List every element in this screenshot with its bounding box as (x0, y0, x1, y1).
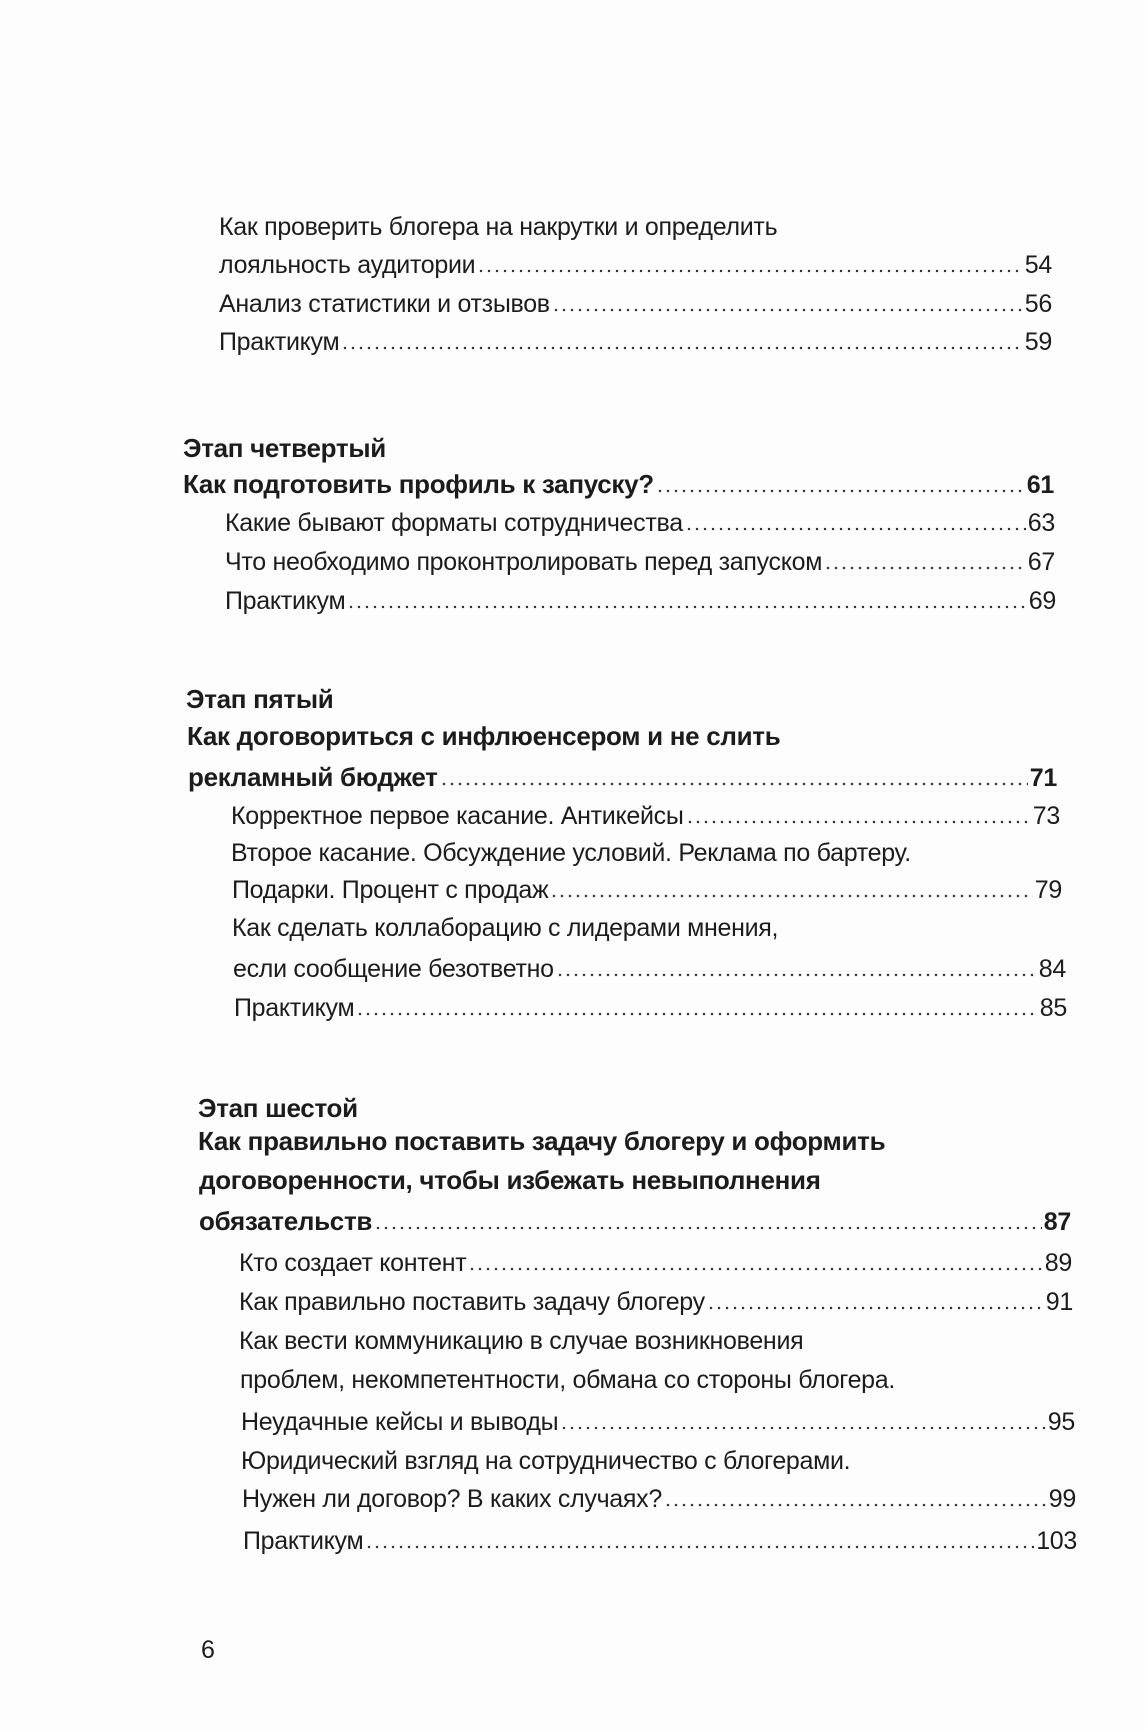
toc-entry: Как вести коммуникацию в случае возникновения (239, 1327, 804, 1355)
toc-entry (219, 327, 1052, 357)
entry-text: Какие бывают форматы сотрудничества (225, 509, 683, 537)
toc-entry (241, 1407, 1075, 1437)
entry-page: 56 (1024, 290, 1052, 318)
entry-text: Кто создает контент (239, 1249, 467, 1277)
dot-leader (560, 1426, 1045, 1430)
dot-leader (347, 605, 1026, 609)
toc-entry (242, 1484, 1076, 1514)
entry-page: 61 (1026, 471, 1054, 499)
toc-entry (219, 250, 1052, 280)
toc-entry (225, 508, 1055, 538)
entry-text: Практикум (219, 328, 340, 356)
dot-leader (356, 1012, 1037, 1016)
dot-leader (685, 527, 1026, 531)
dot-leader (365, 1545, 1034, 1549)
stage-title (188, 762, 1057, 793)
dot-leader (374, 1226, 1042, 1230)
toc-entry: Как сделать коллаборацию с лидерами мнения, (232, 914, 779, 942)
entry-page: 71 (1029, 764, 1057, 792)
entry-text: если сообщение безответно (233, 955, 554, 983)
toc-entry (233, 954, 1066, 984)
toc-entry (239, 1287, 1073, 1317)
stage-label: Этап пятый (186, 684, 334, 714)
toc-entry (225, 586, 1056, 616)
dot-leader (824, 566, 1026, 570)
toc-entry: Второе касание. Обсуждение условий. Реклама по бартеру. (231, 839, 911, 867)
entry-page: 89 (1044, 1249, 1072, 1277)
page-number: 6 (201, 1636, 215, 1664)
entry-text: Корректное первое касание. Антикейсы (231, 802, 684, 830)
entry-text: Как проверить блогера на накрутки и определить (219, 213, 778, 241)
entry-page: 73 (1032, 802, 1060, 830)
entry-page: 69 (1028, 587, 1056, 615)
dot-leader (477, 269, 1022, 273)
entry-page: 91 (1045, 1288, 1073, 1316)
entry-text: Как подготовить профиль к запуску? (183, 469, 654, 499)
entry-page: 99 (1048, 1485, 1076, 1513)
stage-label: Этап четвертый (183, 433, 386, 463)
entry-text: рекламный бюджет (188, 762, 438, 792)
toc-entry (239, 1248, 1072, 1278)
entry-text: Практикум (225, 587, 346, 615)
entry-text: Как правильно поставить задачу блогеру (239, 1288, 705, 1316)
entry-text: Неудачные кейсы и выводы (241, 1408, 559, 1436)
entry-page: 54 (1024, 251, 1052, 279)
dot-leader (664, 1503, 1047, 1507)
toc-entry: Юридический взгляд на сотрудничество с блогерами. (241, 1447, 851, 1475)
dot-leader (341, 346, 1022, 350)
entry-page: 85 (1039, 994, 1067, 1022)
entry-page: 87 (1043, 1208, 1071, 1236)
stage-title: Как договориться с инфлюенсером и не слить (187, 721, 781, 751)
toc-entry (219, 289, 1052, 319)
entry-page: 79 (1034, 876, 1062, 904)
entry-text: лояльность аудитории (219, 251, 476, 279)
entry-page: 59 (1024, 328, 1052, 356)
entry-page: 95 (1047, 1408, 1075, 1436)
dot-leader (550, 894, 1032, 898)
dot-leader (552, 308, 1023, 312)
entry-page: 84 (1038, 955, 1066, 983)
dot-leader (707, 1306, 1044, 1310)
stage-title: договоренности, чтобы избежать невыполнения (199, 1165, 821, 1195)
entry-text: Подарки. Процент с продаж (232, 876, 549, 904)
toc-entry (234, 993, 1067, 1023)
stage-label: Этап шестой (198, 1093, 358, 1123)
dot-leader (656, 489, 1025, 493)
dot-leader (556, 973, 1037, 977)
toc-entry (219, 212, 777, 242)
dot-leader (686, 820, 1031, 824)
toc-entry (225, 547, 1055, 577)
entry-page: 103 (1036, 1527, 1077, 1555)
stage-title: Как правильно поставить задачу блогеру и оформить (198, 1126, 886, 1156)
dot-leader (440, 782, 1028, 786)
entry-page: 67 (1027, 548, 1055, 576)
entry-page: 63 (1027, 509, 1055, 537)
toc-entry: проблем, некомпетентности, обмана со стороны блогера. (240, 1366, 896, 1394)
toc-entry (232, 875, 1062, 905)
stage-title (199, 1206, 1071, 1237)
entry-text: обязательств (199, 1206, 373, 1236)
stage-title (183, 469, 1054, 500)
entry-text: Анализ статистики и отзывов (219, 290, 550, 318)
entry-text: Практикум (243, 1527, 364, 1555)
entry-text: Что необходимо проконтролировать перед запуском (225, 548, 823, 576)
dot-leader (468, 1267, 1042, 1271)
toc-entry (243, 1526, 1077, 1556)
toc-entry (231, 801, 1060, 831)
entry-text: Практикум (234, 994, 355, 1022)
entry-text: Нужен ли договор? В каких случаях? (242, 1485, 662, 1513)
